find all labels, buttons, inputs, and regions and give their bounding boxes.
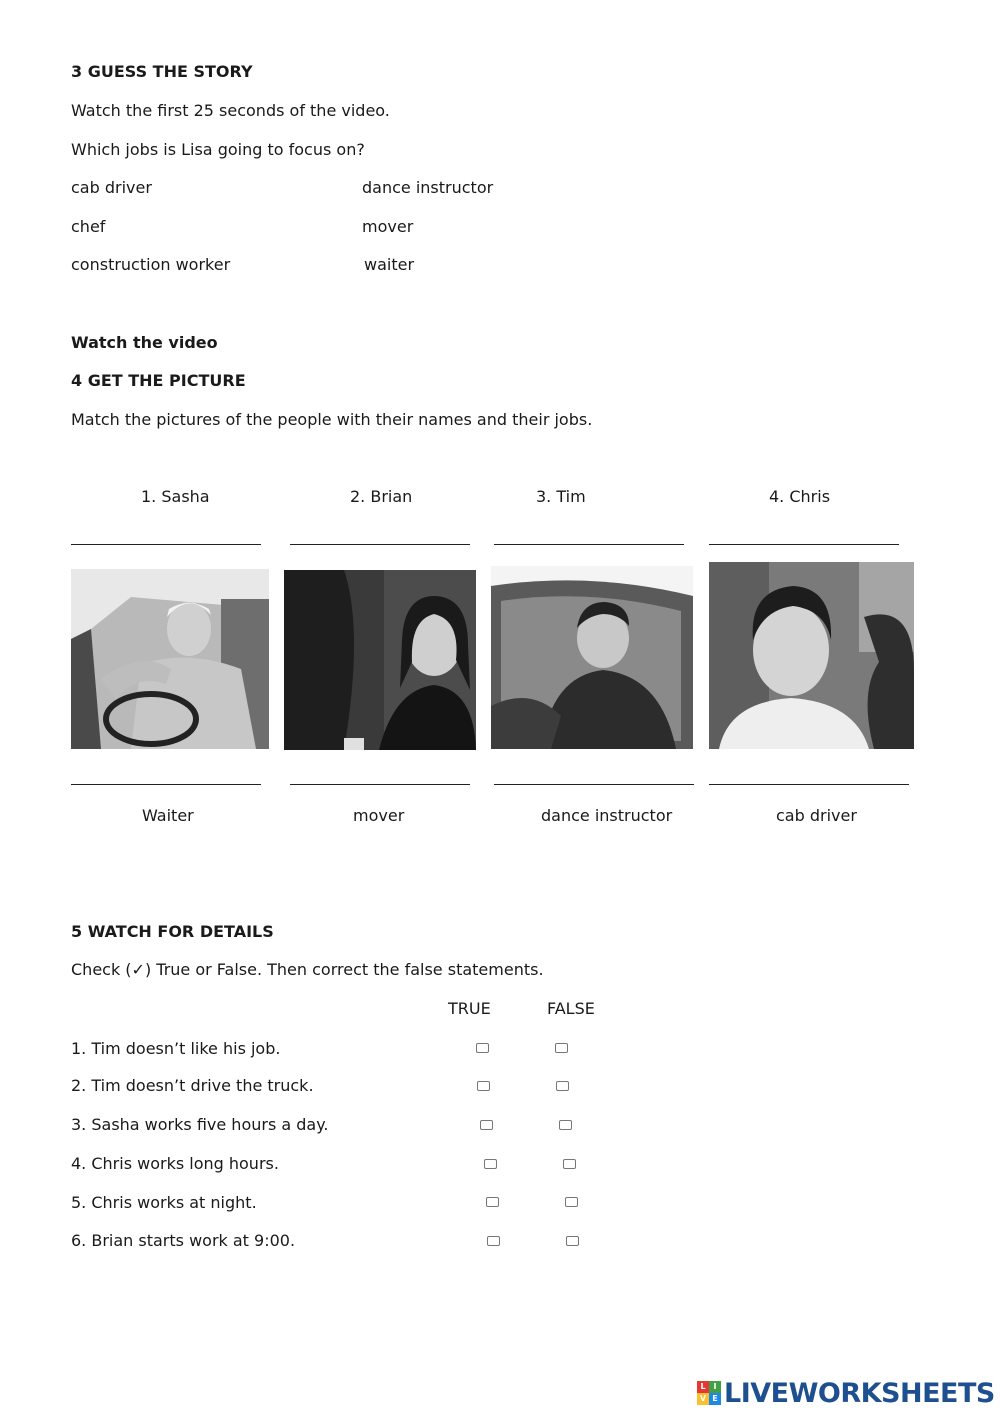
- section4-instruction: Match the pictures of the people with their names and their jobs.: [71, 410, 593, 429]
- false-checkbox-6[interactable]: [566, 1236, 579, 1246]
- photo-smiling-man: [709, 562, 914, 749]
- false-checkbox-2[interactable]: [556, 1081, 569, 1091]
- statement: 6. Brian starts work at 9:00.: [71, 1231, 296, 1250]
- statement: 2. Tim doesn’t drive the truck.: [71, 1076, 314, 1095]
- job-label: cab driver: [776, 806, 857, 825]
- answer-blank[interactable]: [71, 784, 261, 785]
- job-option: cab driver: [71, 178, 152, 197]
- section4-title: 4 GET THE PICTURE: [71, 371, 246, 390]
- statement: 3. Sasha works five hours a day.: [71, 1115, 329, 1134]
- job-option: chef: [71, 217, 106, 236]
- job-label: dance instructor: [541, 806, 673, 825]
- liveworksheets-logo: [697, 1377, 995, 1409]
- true-checkbox-1[interactable]: [476, 1043, 489, 1053]
- true-checkbox-2[interactable]: [477, 1081, 490, 1091]
- answer-blank[interactable]: [290, 544, 470, 545]
- section3-question: Which jobs is Lisa going to focus on?: [71, 140, 365, 159]
- person-name: 1. Sasha: [141, 487, 210, 506]
- answer-blank[interactable]: [494, 784, 694, 785]
- logo-text: LIVEWORKSHEETS: [724, 1377, 995, 1409]
- answer-blank[interactable]: [709, 784, 909, 785]
- statement: 5. Chris works at night.: [71, 1193, 257, 1212]
- section5-title: 5 WATCH FOR DETAILS: [71, 922, 274, 941]
- job-option: dance instructor: [362, 178, 494, 197]
- job-label: Waiter: [142, 806, 194, 825]
- section3-title: 3 GUESS THE STORY: [71, 62, 253, 81]
- watch-video-label: Watch the video: [71, 333, 218, 352]
- photo-man-in-car: [491, 566, 693, 749]
- job-label: mover: [353, 806, 405, 825]
- job-option: mover: [362, 217, 414, 236]
- job-option: construction worker: [71, 255, 231, 274]
- true-checkbox-3[interactable]: [480, 1120, 493, 1130]
- answer-blank[interactable]: [709, 544, 899, 545]
- statement: 4. Chris works long hours.: [71, 1154, 279, 1173]
- false-checkbox-4[interactable]: [563, 1159, 576, 1169]
- false-checkbox-3[interactable]: [559, 1120, 572, 1130]
- statement: 1. Tim doesn’t like his job.: [71, 1039, 281, 1058]
- false-checkbox-5[interactable]: [565, 1197, 578, 1207]
- true-checkbox-5[interactable]: [486, 1197, 499, 1207]
- person-name: 2. Brian: [350, 487, 413, 506]
- false-column-header: FALSE: [547, 999, 595, 1018]
- true-checkbox-6[interactable]: [487, 1236, 500, 1246]
- true-column-header: TRUE: [448, 999, 491, 1018]
- job-option: waiter: [364, 255, 415, 274]
- person-name: 4. Chris: [769, 487, 831, 506]
- false-checkbox-1[interactable]: [555, 1043, 568, 1053]
- answer-blank[interactable]: [71, 544, 261, 545]
- photo-man-in-truck: [71, 569, 269, 749]
- section5-instruction: Check (✓) True or False. Then correct the false statements.: [71, 960, 544, 979]
- section3-instruction: Watch the first 25 seconds of the video.: [71, 101, 390, 120]
- answer-blank[interactable]: [494, 544, 684, 545]
- answer-blank[interactable]: [290, 784, 470, 785]
- photo-woman-at-door: [284, 570, 476, 750]
- person-name: 3. Tim: [536, 487, 586, 506]
- true-checkbox-4[interactable]: [484, 1159, 497, 1169]
- liveworksheets-logo-icon: L I V E: [697, 1381, 721, 1405]
